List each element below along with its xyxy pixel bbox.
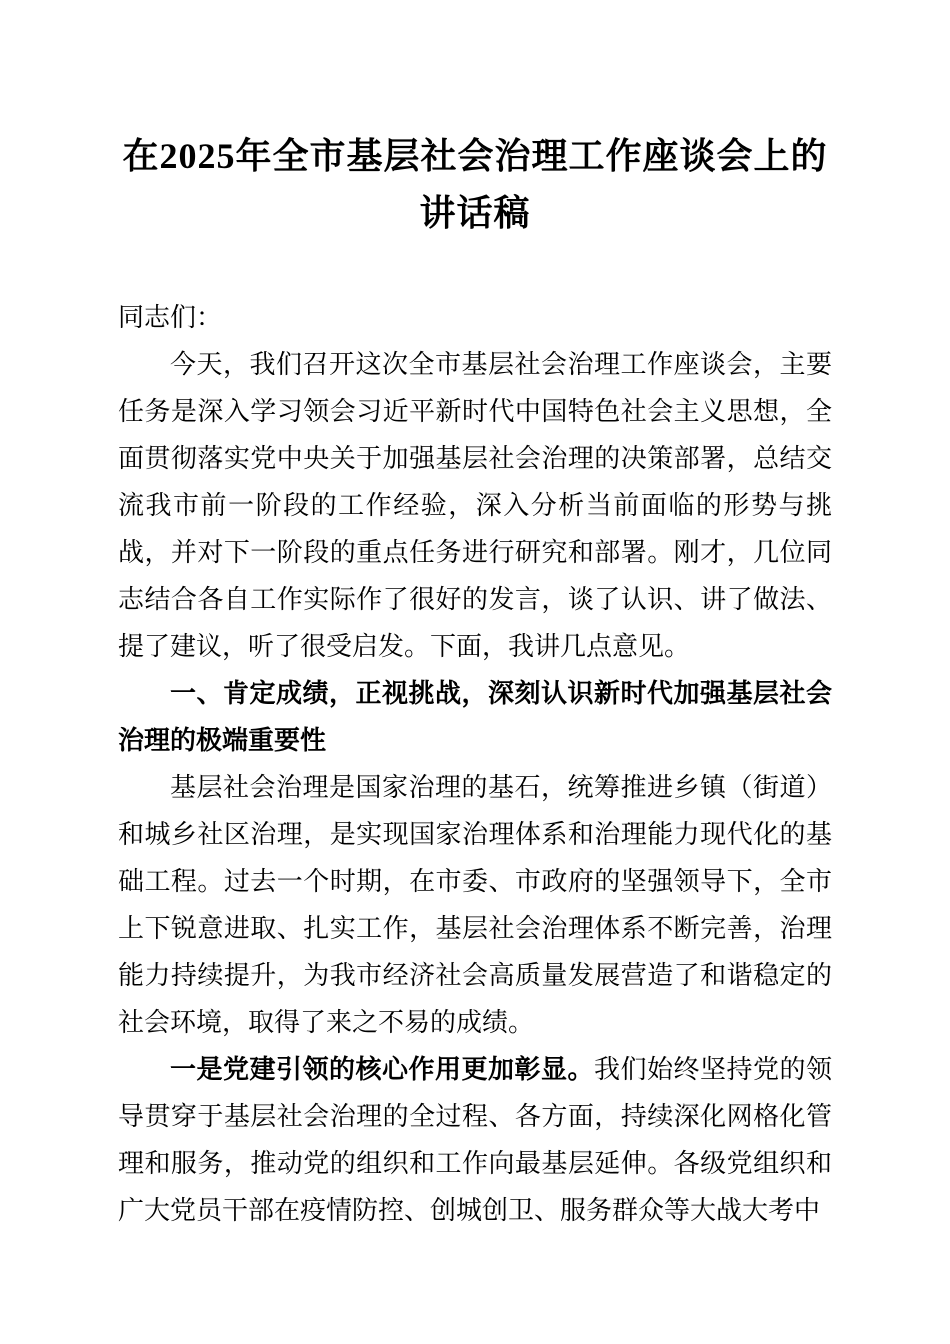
paragraph-rest: 我们始终坚持党的领导贯穿于基层社会治理的全过程、各方面，持续深化网格化管理和服务，推动党的组织和工作向最基层延伸。各级党组织和广大党员干部在疫情防控、创城创卫、服务群众等大战大考中 bbox=[118, 1055, 832, 1225]
document-title: 在2025年全市基层社会治理工作座谈会上的讲话稿 bbox=[122, 136, 828, 233]
section-heading: 一、肯定成绩，正视挑战，深刻认识新时代加强基层社会治理的极端重要性 bbox=[118, 678, 832, 755]
body-paragraph-with-lead bbox=[118, 1046, 832, 1234]
paragraph-lead-bold: 一是党建引领的核心作用更加彰显。 bbox=[170, 1054, 594, 1084]
salutation-paragraph: 同志们： bbox=[118, 303, 223, 332]
intro-paragraph: 今天，我们召开这次全市基层社会治理工作座谈会，主要任务是深入学习领会习近平新时代中国特色社会主义思想，全面贯彻落实党中央关于加强基层社会治理的决策部署，总结交流我市前一阶段的工作经验，深入分析当前面临的形势与挑战，并对下一阶段的重点任务进行研究和部署。刚才，几位同志结合各自工作实际作了很好的发言，谈了认识、讲了做法、提了建议，听了很受启发。下面，我讲几点意见。 bbox=[118, 350, 832, 661]
body-paragraph: 基层社会治理是国家治理的基石，统筹推进乡镇（街道）和城乡社区治理，是实现国家治理体系和治理能力现代化的基础工程。过去一个时期，在市委、市政府的坚强领导下，全市上下锐意进取、扎实工作，基层社会治理体系不断完善，治理能力持续提升，为我市经济社会高质量发展营造了和谐稳定的社会环境，取得了来之不易的成绩。 bbox=[118, 773, 832, 1037]
